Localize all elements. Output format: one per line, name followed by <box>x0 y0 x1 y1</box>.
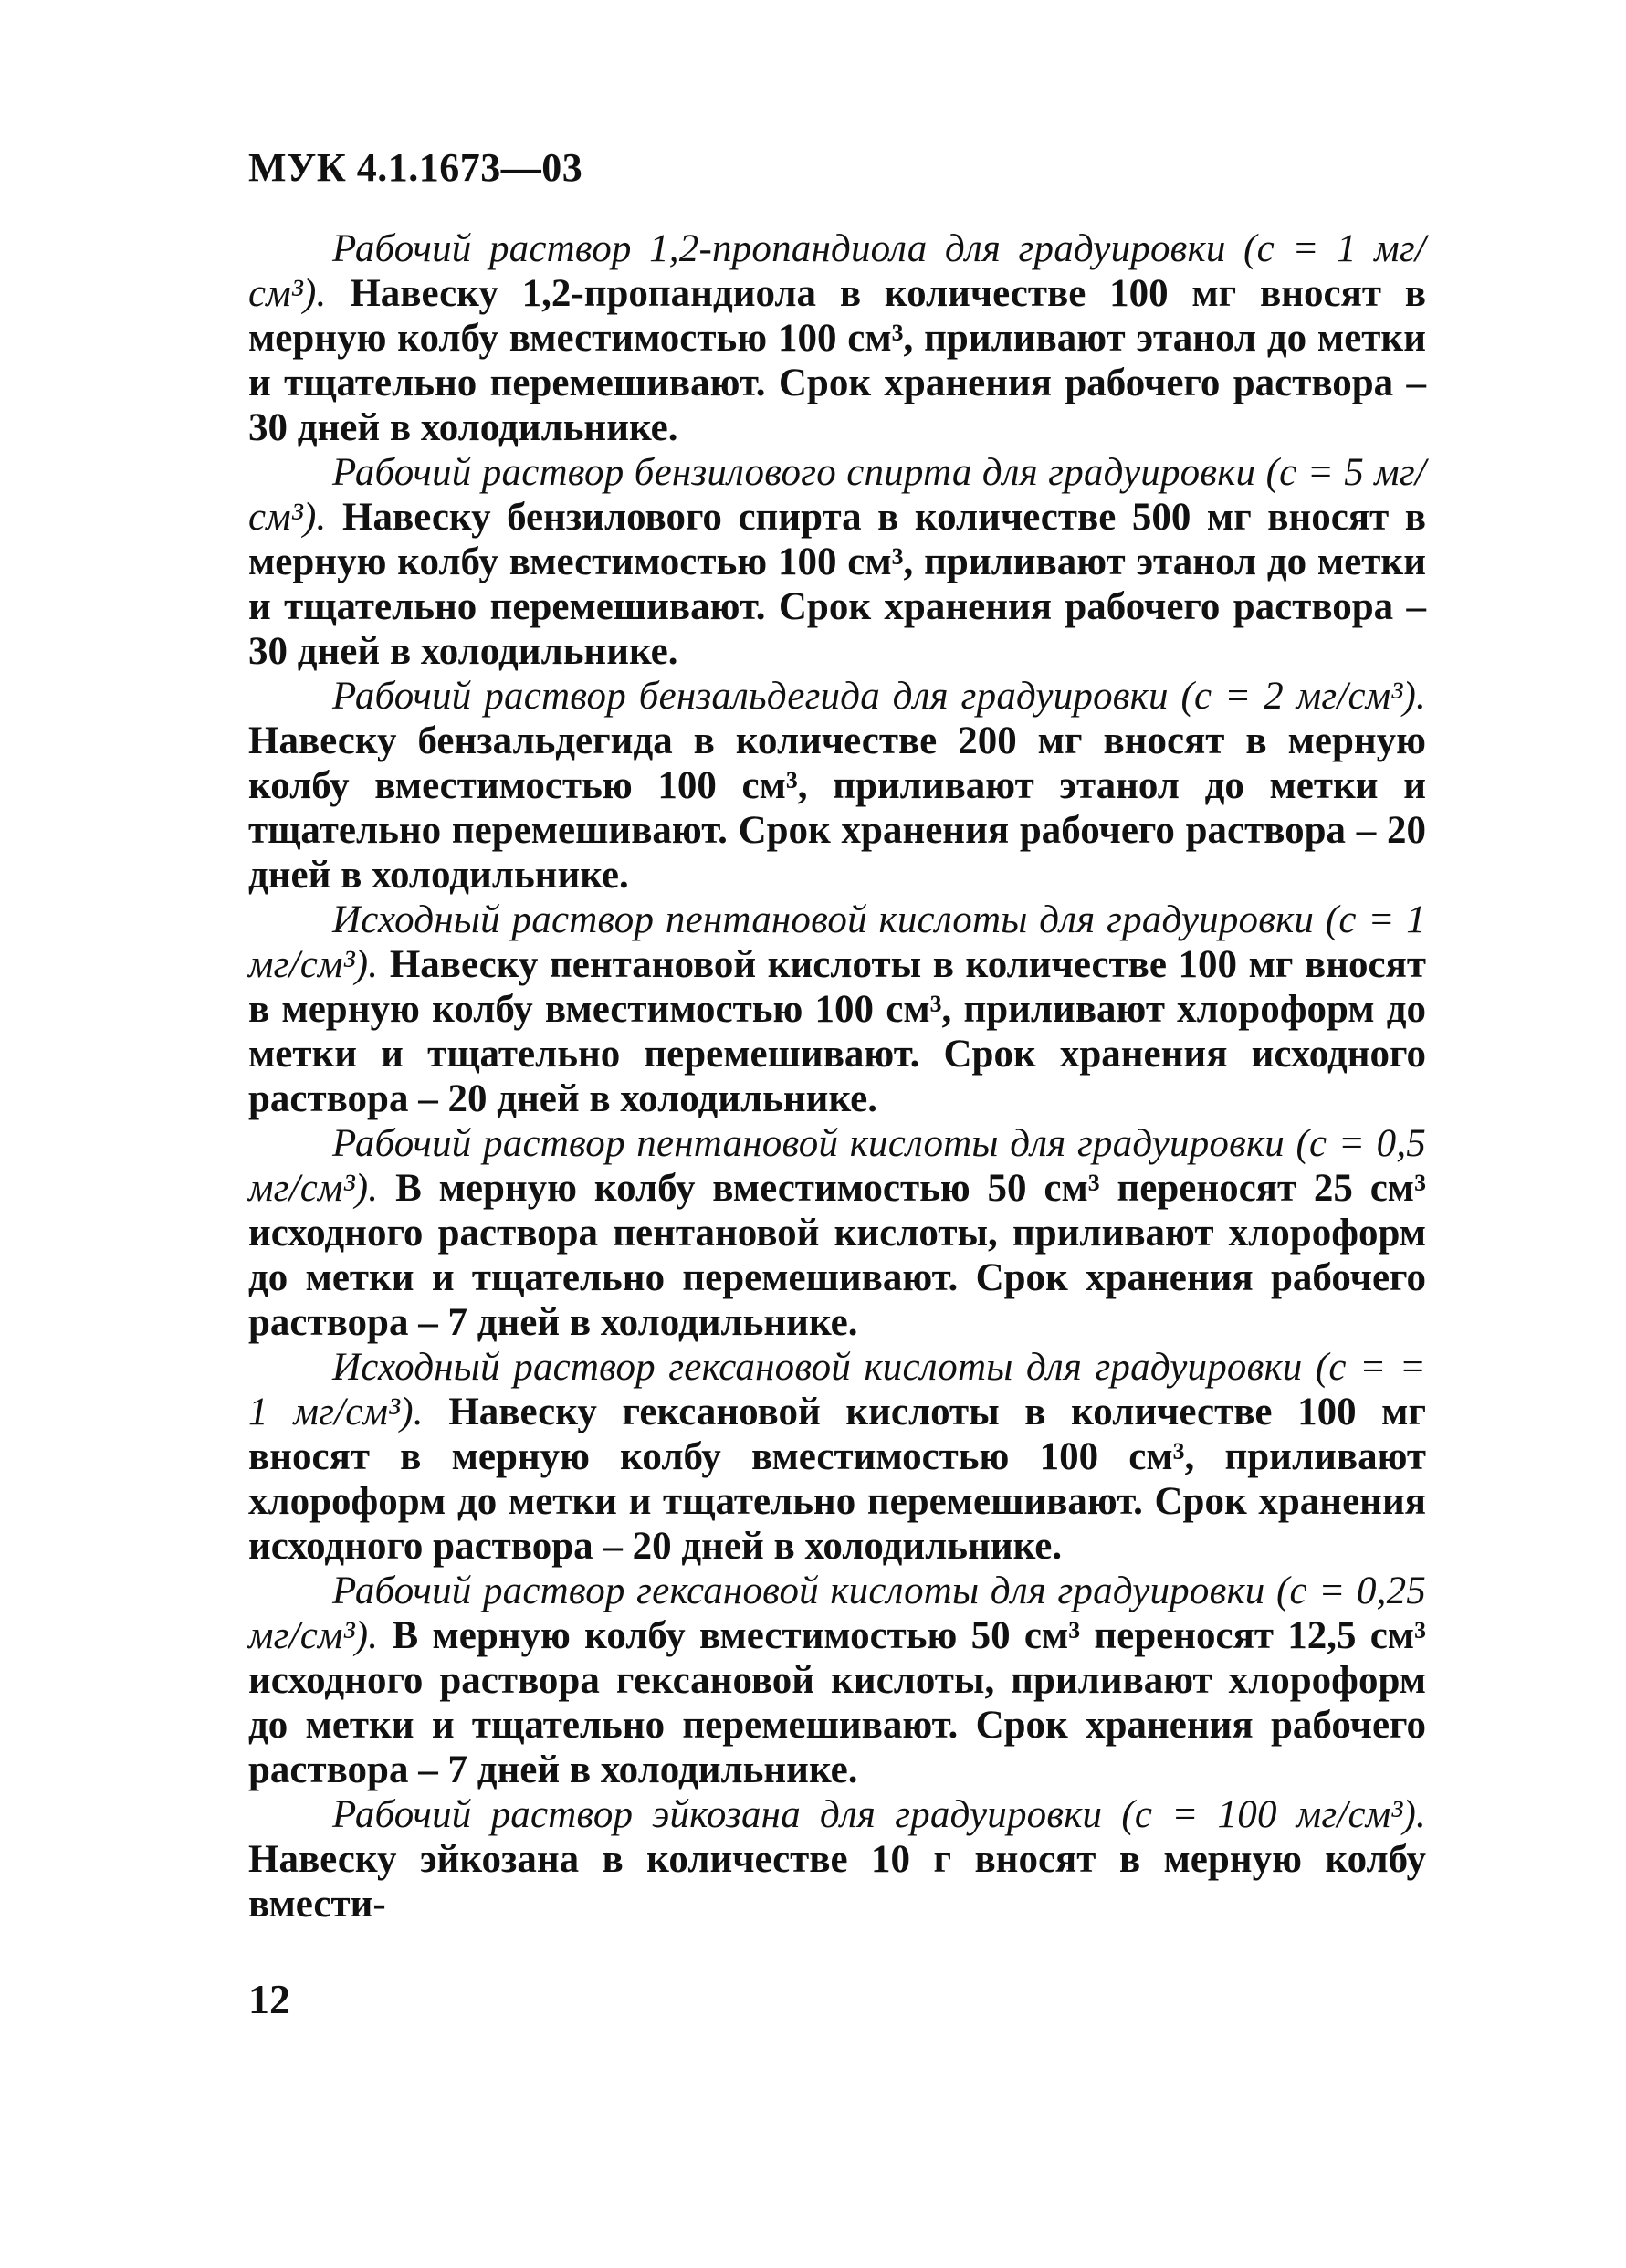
page-number: 12 <box>248 1976 290 2022</box>
paragraph-heading: Рабочий раствор эйкозана для градуировки (с = 100 мг/см³). <box>332 1793 1426 1836</box>
paragraph <box>248 674 1426 898</box>
paragraph <box>248 1345 1426 1569</box>
paragraph-text: Навеску бензальдегида в количестве 200 мг вносят в мерную колбу вместимостью 100 см³, приливают этанол до метки и тщательно перемешивают. Срок хранения рабочего раствора – 20 дней в холодильнике. <box>248 719 1426 897</box>
paragraph <box>248 1121 1426 1345</box>
paragraph-text: В мерную колбу вместимостью 50 см³ переносят 25 см³ исходного раствора пентановой кислоты, приливают хлороформ до метки и тщательно перемешивают. Срок хранения рабочего раствора – 7 дней в холодильнике. <box>248 1167 1426 1344</box>
document-body <box>248 226 1426 1927</box>
paragraph-heading: Рабочий раствор бензальдегида для градуировки (с = 2 мг/см³). <box>332 675 1426 718</box>
paragraph <box>248 1569 1426 1792</box>
paragraph-text: Навеску бензилового спирта в количестве 500 мг вносят в мерную колбу вместимостью 100 см³, приливают этанол до метки и тщательно перемешивают. Срок хранения рабочего раствора – 30 дней в холодильнике. <box>248 496 1427 673</box>
paragraph <box>248 1792 1426 1927</box>
paragraph <box>248 450 1426 674</box>
paragraph-heading: Исходный раствор пентановой кислоты для градуировки (с = 1 мг/см³). <box>248 898 1426 986</box>
paragraph <box>248 898 1426 1121</box>
paragraph-text: Навеску 1,2-пропандиола в количестве 100 мг вносят в мерную колбу вместимостью 100 см³, приливают этанол до метки и тщательно перемешивают. Срок хранения рабочего раствора – 30 дней в холодильнике. <box>248 272 1427 449</box>
document-header: МУК 4.1.1673—03 <box>248 145 583 190</box>
paragraph-text: Навеску пентановой кислоты в количестве 100 мг вносят в мерную колбу вместимостью 100 см³, приливают хлороформ до метки и тщательно перемешивают. Срок хранения исходного раствора – 20 дней в холодильнике. <box>248 943 1426 1120</box>
paragraph-heading: Рабочий раствор бензилового спирта для градуировки (с = 5 мг/см³). <box>248 451 1426 539</box>
paragraph-text: В мерную колбу вместимостью 50 см³ переносят 12,5 см³ исходного раствора гексановой кислоты, приливают хлороформ до метки и тщательно перемешивают. Срок хранения рабочего раствора – 7 дней в холодильнике. <box>248 1614 1426 1791</box>
paragraph-heading: Рабочий раствор гексановой кислоты для градуировки (с = 0,25 мг/см³). <box>248 1570 1426 1657</box>
paragraph-text: Навеску гексановой кислоты в количестве 100 мг вносят в мерную колбу вместимостью 100 см³, приливают хлороформ до метки и тщательно перемешивают. Срок хранения исходного раствора – 20 дней в холодильнике. <box>248 1391 1427 1568</box>
paragraph-text: Навеску эйкозана в количестве 10 г вносят в мерную колбу вмести- <box>248 1838 1426 1926</box>
paragraph <box>248 226 1426 450</box>
paragraph-heading: Рабочий раствор 1,2-пропандиола для градуировки (с = 1 мг/см³). <box>248 227 1426 315</box>
paragraph-heading: Рабочий раствор пентановой кислоты для градуировки (с = 0,5 мг/см³). <box>248 1122 1426 1210</box>
paragraph-heading: Исходный раствор гексановой кислоты для градуировки (с = = 1 мг/см³). <box>248 1346 1426 1433</box>
